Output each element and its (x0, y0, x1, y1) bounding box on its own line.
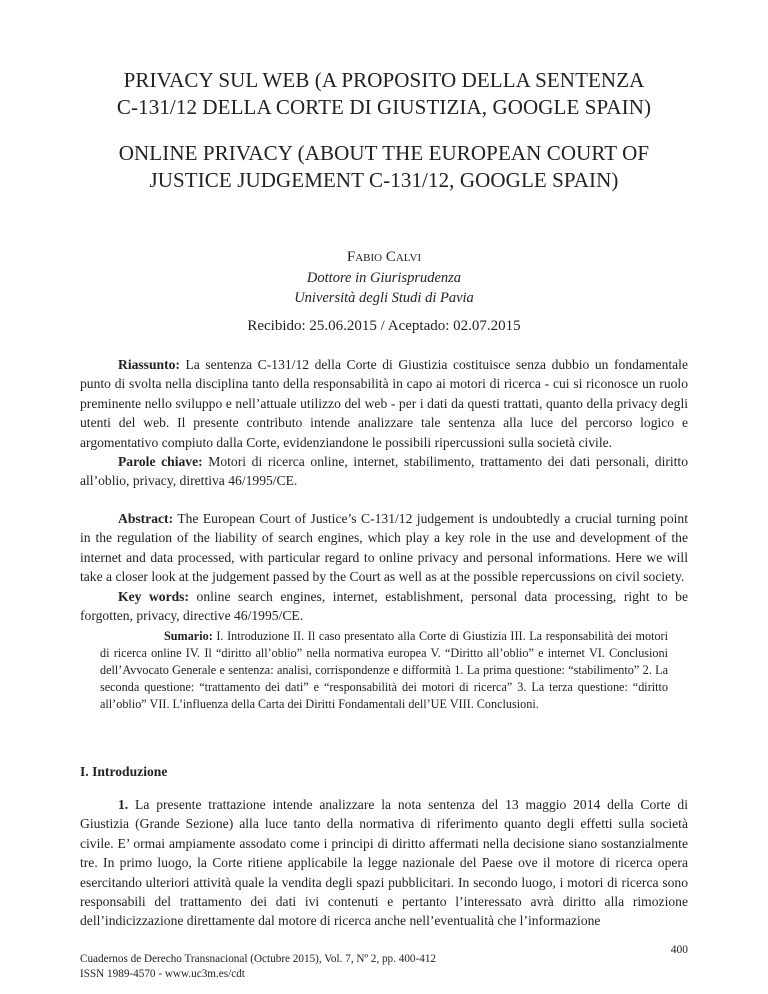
abstract-label: Abstract: (118, 511, 174, 526)
body-paragraph-1 (80, 795, 688, 931)
journal-footer (80, 952, 436, 981)
body-text (80, 795, 688, 931)
section-heading: I. Introduzione (80, 764, 168, 779)
author-affiliation (0, 268, 768, 308)
italian-abstract-block (80, 355, 688, 491)
key-words-paragraph (80, 587, 688, 626)
riassunto-text: La sentenza C-131/12 della Corte di Giustizia costituisce senza dubbio un fondamentale punto di svolta nella disciplina tanto della responsabilità in capo ai motori di ricerca - cui si riconosce un ruolo preminente nello sviluppo e nell’attuale utilizzo del web - per i dati da questi trattati, quanto della privacy degli utenti del web. Il presente contributo intende analizzare tale sentenza alla luce del percorso logico e argomentativo compiuto dalla Corte, evidenziandone le possibili ripercussioni sulla società civile. (80, 357, 688, 450)
affiliation-line-1: Dottore in Giurisprudenza (306, 270, 462, 286)
title-italian-line-2: C-131/12 DELLA CORTE DI GIUSTIZIA, GOOGLE SPAIN) (116, 95, 652, 119)
riassunto-paragraph (80, 355, 688, 452)
key-words-label: Key words: (118, 588, 189, 604)
page-number: 400 (670, 944, 688, 956)
title-english-line-2: JUSTICE JUDGEMENT C-131/12, GOOGLE SPAIN) (149, 168, 619, 192)
sumario-text: I. Introduzione II. Il caso presentato alla Corte di Giustizia III. La responsabilità dei motori di ricerca online IV. Il “diritto all’oblio” nella normativa europea V. “Diritto all’oblio” e internet VI. Conclusioni dell’Avvocato Generale e sentenza: analisi, corrispondenze e difformità 1. La prima questione: “stabilimento” 2. La seconda questione: “trattamento dei dati” e “responsabilità dei motori di ricerca” 3. La terza questione: “diritto all’oblio” VII. L’influenza della Carta dei Diritti Fondamentali dell’UE VIII. Conclusioni. (100, 629, 669, 711)
footer-issn: ISSN 1989-4570 - www.uc3m.es/cdt (80, 967, 245, 980)
received-accepted-dates: Recibido: 25.06.2015 / Aceptado: 02.07.2015 (247, 318, 521, 334)
author-name: Fabio Calvi (346, 249, 422, 265)
parole-chiave-text: Motori di ricerca online, internet, stabilimento, trattamento dei dati personali, diritto all’oblio, privacy, direttiva 46/1995/CE. (80, 454, 688, 489)
sumario-paragraph (100, 628, 668, 713)
title-english (0, 140, 768, 194)
paragraph-number: 1. (118, 797, 129, 812)
footer-citation: Cuadernos de Derecho Transnacional (Octubre 2015), Vol. 7, Nº 2, pp. 400-412 (80, 953, 437, 965)
key-words-text: online search engines, internet, establishment, personal data processing, right to be forgotten, privacy, directive 46/1995/CE. (80, 588, 688, 624)
parole-chiave-label: Parole chiave: (118, 454, 203, 470)
abstract-text: The European Court of Justice’s C-131/12 judgement is undoubtedly a crucial turning point in the regulation of the liability of search engines, which play a key role in the use and development of the internet and data processed, with particular regard to online privacy and personal informations. Here we will take a closer look at the judgement passed by the Court as well as at the possible repercussions on civil society. (80, 511, 689, 585)
affiliation-line-2: Università degli Studi di Pavia (294, 290, 474, 306)
title-italian (0, 67, 768, 121)
parole-chiave-paragraph (80, 452, 688, 491)
body-paragraph-text: La presente trattazione intende analizzare la nota sentenza del 13 maggio 2014 della Corte di Giustizia (Grande Sezione) alla luce tanto della normativa di riferimento quanto degli effetti sulla società civile. E’ ormai ampiamente assodato come i principi di diritto affermati nella decisione siano sostanzialmente tre. In primo luogo, la Corte ritiene applicabile la legge nazionale del Paese ove il motore di ricerca opera esercitando ulteriori attività quale la vendita degli spazi pubblicitari. In secondo luogo, i motori di ricerca sono responsabili del trattamento dei dati ivi contenuti e pertanto l’interessato avrà diritto alla rimozione dell’indicizzazione direttamente dal motore di ricerca anche nell’eventualità che l’informazione (80, 797, 688, 929)
english-abstract-block (80, 509, 688, 625)
abstract-paragraph (80, 509, 688, 587)
riassunto-label: Riassunto: (118, 357, 180, 372)
title-italian-line-1: PRIVACY SUL WEB (A PROPOSITO DELLA SENTENZA (123, 68, 645, 92)
sumario-label: Sumario: (164, 629, 213, 643)
title-english-line-1: ONLINE PRIVACY (ABOUT THE EUROPEAN COURT OF (118, 141, 650, 165)
